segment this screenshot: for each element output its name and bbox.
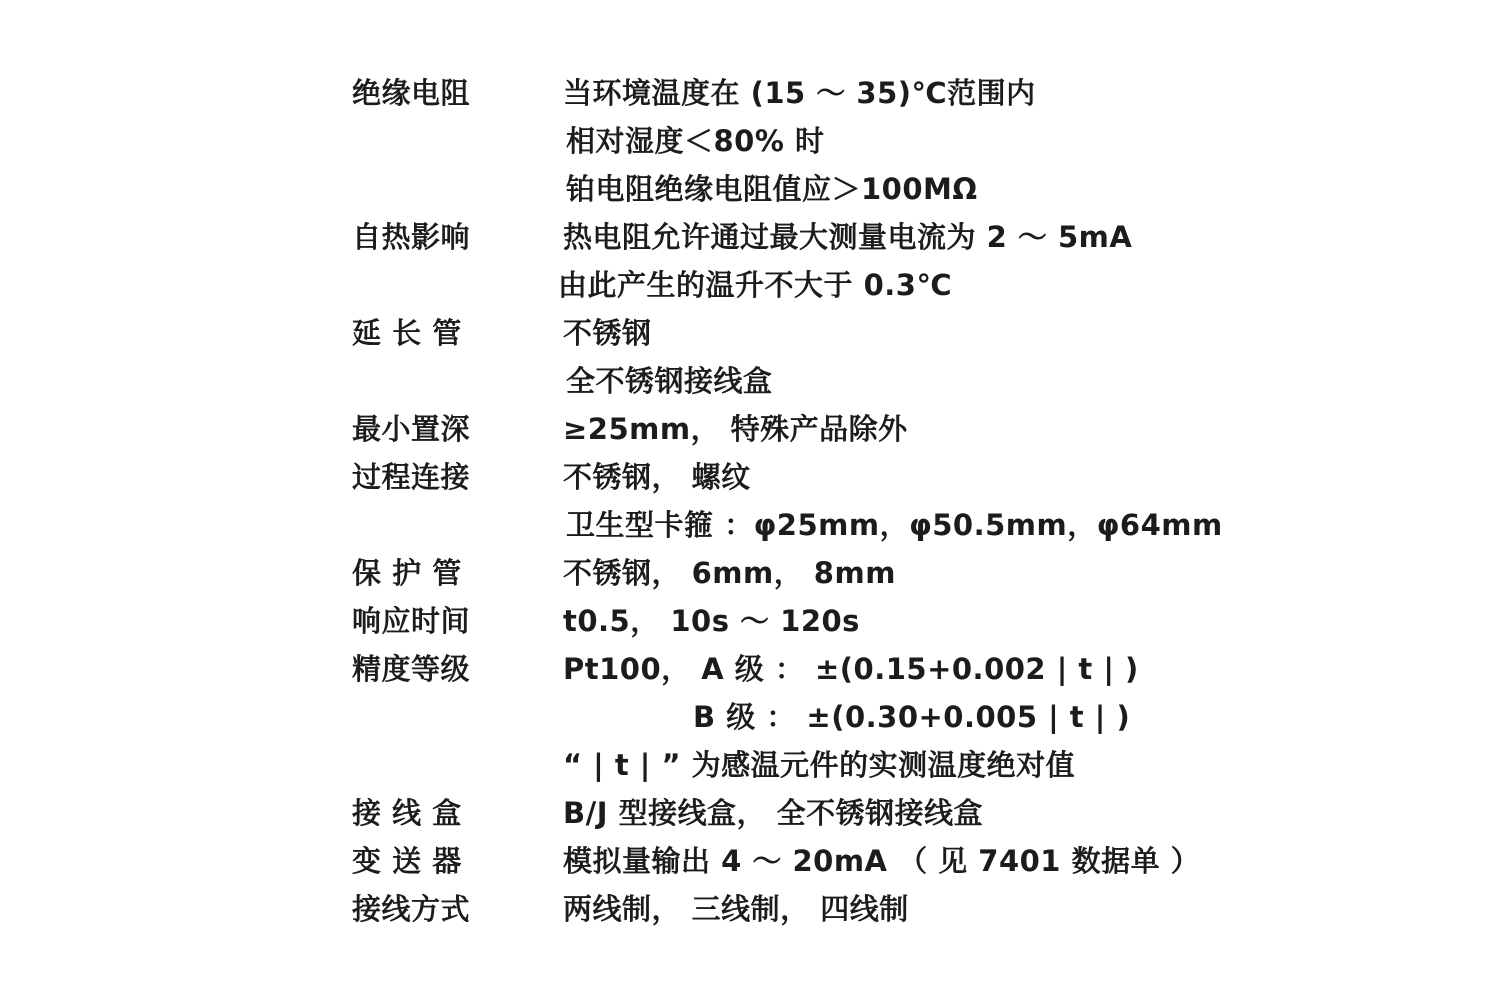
spec-row xyxy=(0,453,1500,501)
spec-row xyxy=(0,645,1500,693)
spec-value: 全不锈钢接线盒 xyxy=(566,364,773,398)
spec-row xyxy=(0,501,1500,549)
spec-label: 接 线 盒 xyxy=(352,796,462,830)
spec-value: “ | t | ” 为感温元件的实测温度绝对值 xyxy=(563,748,1076,782)
spec-row xyxy=(0,117,1500,165)
spec-row xyxy=(0,309,1500,357)
spec-row xyxy=(0,597,1500,645)
spec-row xyxy=(0,261,1500,309)
spec-value: 不锈钢， 螺纹 xyxy=(563,460,751,494)
spec-label: 延 长 管 xyxy=(352,316,462,350)
spec-value: 两线制， 三线制， 四线制 xyxy=(563,892,909,926)
spec-label: 自热影响 xyxy=(352,220,471,254)
spec-label: 接线方式 xyxy=(352,892,471,926)
spec-label: 变 送 器 xyxy=(352,844,462,878)
spec-label: 精度等级 xyxy=(352,652,471,686)
spec-label: 绝缘电阻 xyxy=(352,76,471,110)
spec-label: 过程连接 xyxy=(352,460,471,494)
spec-row xyxy=(0,741,1500,789)
spec-label: 响应时间 xyxy=(352,604,471,638)
spec-value: ≥25mm， 特殊产品除外 xyxy=(563,412,908,446)
spec-row xyxy=(0,357,1500,405)
spec-row xyxy=(0,549,1500,597)
spec-value: 当环境温度在 (15 ～ 35)℃范围内 xyxy=(563,76,1036,110)
spec-value: 不锈钢， 6mm， 8mm xyxy=(563,556,896,590)
spec-value: t0.5， 10s ～ 120s xyxy=(563,604,860,638)
spec-value: 模拟量输出 4 ～ 20mA （ 见 7401 数据单 ） xyxy=(563,844,1201,878)
spec-label: 最小置深 xyxy=(352,412,471,446)
spec-value: Pt100， A 级 ： ±(0.15+0.002 | t | ) xyxy=(563,652,1139,686)
spec-row xyxy=(0,789,1500,837)
spec-row xyxy=(0,165,1500,213)
spec-row xyxy=(0,213,1500,261)
spec-row xyxy=(0,837,1500,885)
spec-row xyxy=(0,885,1500,933)
spec-value: 不锈钢 xyxy=(563,316,652,350)
spec-value: 由此产生的温升不大于 0.3℃ xyxy=(558,268,953,302)
spec-value: B 级 ： ±(0.30+0.005 | t | ) xyxy=(693,700,1131,734)
spec-value: 相对湿度＜80% 时 xyxy=(566,124,825,158)
spec-row xyxy=(0,69,1500,117)
spec-row xyxy=(0,405,1500,453)
spec-value: 卫生型卡箍 ：φ25mm，φ50.5mm，φ64mm xyxy=(566,508,1223,542)
spec-value: 铂电阻绝缘电阻值应＞100MΩ xyxy=(566,172,978,206)
spec-value: B/J 型接线盒， 全不锈钢接线盒 xyxy=(563,796,984,830)
spec-value: 热电阻允许通过最大测量电流为 2 ～ 5mA xyxy=(563,220,1133,254)
spec-row xyxy=(0,693,1500,741)
spec-label: 保 护 管 xyxy=(352,556,462,590)
